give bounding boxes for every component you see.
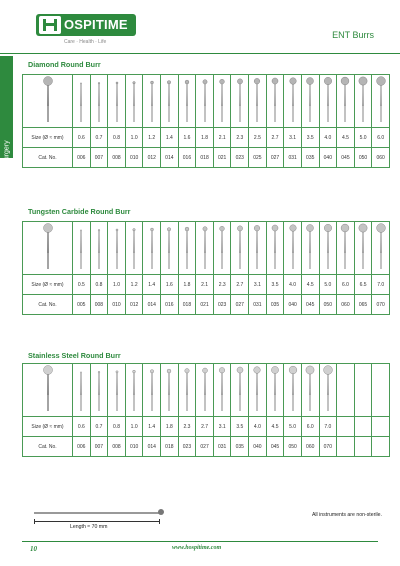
carbide-burr-icon <box>112 223 122 273</box>
diamond-burr-icon <box>129 76 139 126</box>
burr-image-cell <box>125 222 143 275</box>
burr-image-cell <box>284 222 302 275</box>
burr-image-cell <box>143 75 161 128</box>
size-cell: 2.3 <box>213 275 231 295</box>
size-cell <box>337 417 355 437</box>
cat-no-row <box>23 148 390 168</box>
cat-no-cell: 012 <box>143 148 161 168</box>
carbide-burr-icon <box>323 223 333 273</box>
burr-image-cell <box>90 75 108 128</box>
size-cell: 2.7 <box>231 275 249 295</box>
cat-no-cell: 070 <box>372 295 390 315</box>
burr-image-cell <box>231 75 249 128</box>
burr-image-cell <box>90 364 108 417</box>
burr-image-cell <box>337 222 355 275</box>
burr-image-cell <box>266 75 284 128</box>
burr-image-cell <box>108 364 126 417</box>
size-row <box>23 417 390 437</box>
steel-burr-icon <box>270 365 280 415</box>
burr-length-head <box>158 509 164 515</box>
diamond-burr-icon <box>147 76 157 126</box>
cat-no-cell: 031 <box>213 437 231 457</box>
cat-no-cell: 040 <box>249 437 267 457</box>
cat-no-cell: 008 <box>108 148 126 168</box>
diamond-burr-icon <box>217 76 227 126</box>
size-cell: 5.0 <box>319 275 337 295</box>
size-cell: 3.1 <box>284 128 302 148</box>
carbide-burr-icon <box>164 223 174 273</box>
carbide-burr-icon <box>340 223 350 273</box>
cat-no-cell: 045 <box>337 148 355 168</box>
burr-closeup-cell <box>23 222 73 275</box>
diamond-burr-icon <box>164 76 174 126</box>
size-label-cell: Size (Ø ≈ mm) <box>23 417 73 437</box>
burr-image-cell <box>73 75 91 128</box>
carbide-burr-icon <box>129 223 139 273</box>
cat-no-cell: 021 <box>213 148 231 168</box>
section-side-tab <box>0 56 13 181</box>
section-title-diamond: Diamond Round Burr <box>28 60 101 69</box>
size-cell: 6.0 <box>337 275 355 295</box>
cat-no-cell: 025 <box>249 148 267 168</box>
burr-image-cell <box>73 364 91 417</box>
diamond-burr-table <box>22 74 390 168</box>
cat-no-cell: 031 <box>284 148 302 168</box>
cat-no-cell: 027 <box>266 148 284 168</box>
steel-burr-table <box>22 363 390 457</box>
burr-image-cell <box>284 364 302 417</box>
cat-no-row <box>23 437 390 457</box>
steel-burr-icon <box>129 365 139 415</box>
burr-image-cell <box>231 222 249 275</box>
burr-image-cell <box>213 222 231 275</box>
cat-no-cell: 040 <box>319 148 337 168</box>
cat-no-row <box>23 295 390 315</box>
burr-image-cell <box>319 364 337 417</box>
steel-burr-icon <box>200 365 210 415</box>
steel-burr-icon <box>252 365 262 415</box>
brand-logo <box>36 14 136 50</box>
cat-no-cell: 070 <box>319 437 337 457</box>
cat-no-cell: 045 <box>301 295 319 315</box>
burr-image-cell <box>266 364 284 417</box>
steel-burr-icon <box>76 365 86 415</box>
size-cell: 0.8 <box>108 417 126 437</box>
size-label-cell: Size (Ø ≈ mm) <box>23 275 73 295</box>
burr-image-cell <box>301 364 319 417</box>
burr-image-cell <box>301 222 319 275</box>
size-cell: 1.2 <box>143 128 161 148</box>
cat-no-cell: 014 <box>161 148 179 168</box>
size-cell: 0.5 <box>73 275 91 295</box>
cat-no-cell: 023 <box>178 437 196 457</box>
burr-image-cell <box>143 222 161 275</box>
burr-image-cell <box>125 75 143 128</box>
size-cell: 4.5 <box>337 128 355 148</box>
burr-image-cell <box>178 75 196 128</box>
cat-no-cell: 008 <box>90 295 108 315</box>
size-cell: 0.7 <box>90 128 108 148</box>
cat-no-cell <box>372 437 390 457</box>
size-cell: 4.0 <box>284 275 302 295</box>
cat-no-cell: 045 <box>266 437 284 457</box>
cat-no-cell: 027 <box>196 437 214 457</box>
carbide-burr-icon <box>235 223 245 273</box>
burr-image-cell <box>161 75 179 128</box>
burr-image-cell <box>337 75 355 128</box>
diamond-burr-icon <box>200 76 210 126</box>
size-cell: 0.8 <box>108 128 126 148</box>
size-cell: 1.6 <box>161 275 179 295</box>
cross-h-icon <box>39 16 61 34</box>
burr-image-cell <box>196 222 214 275</box>
diamond-burr-icon <box>358 76 368 126</box>
diamond-burr-icon <box>340 76 350 126</box>
burr-image-cell <box>372 222 390 275</box>
size-cell: 2.3 <box>178 417 196 437</box>
page-title: ENT Burrs <box>332 30 374 40</box>
cat-no-cell: 035 <box>266 295 284 315</box>
diamond-burr-icon <box>43 76 53 126</box>
cat-no-cell: 035 <box>231 437 249 457</box>
diamond-burr-icon <box>376 76 386 126</box>
cat-no-label-cell: Cat. No. <box>23 295 73 315</box>
burr-image-cell <box>354 75 372 128</box>
diamond-burr-icon <box>235 76 245 126</box>
cat-no-cell: 012 <box>125 295 143 315</box>
cat-no-cell: 021 <box>196 295 214 315</box>
burr-image-cell <box>249 364 267 417</box>
size-cell: 2.1 <box>213 128 231 148</box>
size-cell: 6.0 <box>301 417 319 437</box>
size-cell: 3.1 <box>249 275 267 295</box>
burr-image-cell <box>354 222 372 275</box>
size-cell <box>354 417 372 437</box>
steel-burr-icon <box>288 365 298 415</box>
steel-burr-icon <box>112 365 122 415</box>
size-cell: 1.4 <box>161 128 179 148</box>
cat-no-cell: 008 <box>108 437 126 457</box>
size-cell: 3.5 <box>266 275 284 295</box>
size-cell: 4.5 <box>301 275 319 295</box>
carbide-burr-icon <box>270 223 280 273</box>
size-cell <box>372 417 390 437</box>
burr-image-cell <box>372 75 390 128</box>
size-cell: 5.0 <box>284 417 302 437</box>
burr-image-cell <box>143 364 161 417</box>
size-cell: 1.8 <box>161 417 179 437</box>
size-cell: 1.6 <box>178 128 196 148</box>
burr-image-cell <box>301 75 319 128</box>
size-cell: 6.0 <box>372 128 390 148</box>
page-number: 10 <box>30 545 37 553</box>
burr-image-cell <box>266 222 284 275</box>
burr-image-cell <box>213 75 231 128</box>
diamond-burr-icon <box>270 76 280 126</box>
cat-no-cell: 007 <box>90 437 108 457</box>
burr-image-cell <box>178 364 196 417</box>
size-cell: 4.0 <box>319 128 337 148</box>
carbide-burr-icon <box>358 223 368 273</box>
brand-tagline: Care · Health · Life <box>64 39 107 45</box>
cat-no-cell: 018 <box>161 437 179 457</box>
diamond-burr-icon <box>305 76 315 126</box>
burr-image-cell <box>284 75 302 128</box>
cat-no-cell: 018 <box>196 148 214 168</box>
diamond-burr-icon <box>94 76 104 126</box>
burr-image-cell <box>108 222 126 275</box>
size-cell: 5.0 <box>354 128 372 148</box>
size-cell: 0.6 <box>73 417 91 437</box>
steel-burr-icon <box>147 365 157 415</box>
steel-burr-icon <box>235 365 245 415</box>
website-link: www.hospitime.com <box>172 545 222 551</box>
size-cell: 7.0 <box>372 275 390 295</box>
carbide-burr-icon <box>217 223 227 273</box>
size-cell: 2.5 <box>249 128 267 148</box>
cat-no-cell: 027 <box>231 295 249 315</box>
tungsten-burr-table <box>22 221 390 315</box>
cat-no-cell <box>337 437 355 457</box>
cat-no-cell: 060 <box>301 437 319 457</box>
cat-no-cell: 018 <box>178 295 196 315</box>
carbide-burr-icon <box>376 223 386 273</box>
diamond-burr-icon <box>112 76 122 126</box>
burr-closeup-cell <box>23 75 73 128</box>
cat-no-cell: 007 <box>90 148 108 168</box>
cat-no-cell: 050 <box>319 295 337 315</box>
cat-no-cell: 023 <box>213 295 231 315</box>
cat-no-cell: 006 <box>73 148 91 168</box>
diamond-burr-icon <box>323 76 333 126</box>
cat-no-cell: 010 <box>125 437 143 457</box>
burr-image-cell <box>108 75 126 128</box>
burr-image-cell <box>319 222 337 275</box>
diamond-burr-icon <box>288 76 298 126</box>
cat-no-cell: 016 <box>178 148 196 168</box>
burr-image-cell <box>90 222 108 275</box>
burr-image-cell <box>354 364 372 417</box>
steel-burr-icon <box>305 365 315 415</box>
cat-no-label-cell: Cat. No. <box>23 148 73 168</box>
sterility-note: All instruments are non-sterile. <box>311 512 382 518</box>
burr-image-cell <box>196 364 214 417</box>
size-cell: 1.0 <box>108 275 126 295</box>
burr-length-shaft <box>34 512 160 514</box>
carbide-burr-icon <box>252 223 262 273</box>
cat-no-cell: 031 <box>249 295 267 315</box>
steel-burr-icon <box>217 365 227 415</box>
steel-burr-icon <box>94 365 104 415</box>
size-cell: 7.0 <box>319 417 337 437</box>
burr-image-row <box>23 75 390 128</box>
cat-no-cell <box>354 437 372 457</box>
cat-no-cell: 014 <box>143 295 161 315</box>
cat-no-cell: 010 <box>125 148 143 168</box>
size-cell: 0.8 <box>90 275 108 295</box>
steel-burr-icon <box>323 365 333 415</box>
burr-image-row <box>23 222 390 275</box>
size-cell: 4.5 <box>266 417 284 437</box>
burr-image-cell <box>337 364 355 417</box>
burr-image-cell <box>249 75 267 128</box>
size-cell: 0.6 <box>73 128 91 148</box>
cat-no-cell: 023 <box>231 148 249 168</box>
carbide-burr-icon <box>94 223 104 273</box>
carbide-burr-icon <box>43 223 53 273</box>
carbide-burr-icon <box>76 223 86 273</box>
size-cell: 1.4 <box>143 275 161 295</box>
size-cell: 2.7 <box>266 128 284 148</box>
cat-no-cell: 060 <box>372 148 390 168</box>
diamond-burr-icon <box>252 76 262 126</box>
size-cell: 2.1 <box>196 275 214 295</box>
length-label: Length ≈ 70 mm <box>70 524 108 530</box>
cat-no-cell: 016 <box>161 295 179 315</box>
burr-image-cell <box>372 364 390 417</box>
size-cell: 3.5 <box>231 417 249 437</box>
size-cell: 1.0 <box>125 128 143 148</box>
cat-no-cell: 050 <box>284 437 302 457</box>
logo-badge <box>36 14 136 36</box>
size-row <box>23 275 390 295</box>
burr-image-cell <box>161 222 179 275</box>
cat-no-cell: 050 <box>354 148 372 168</box>
cat-no-cell: 005 <box>73 295 91 315</box>
burr-image-cell <box>213 364 231 417</box>
burr-image-cell <box>196 75 214 128</box>
burr-image-cell <box>73 222 91 275</box>
brand-name: OSPITIME <box>64 17 128 32</box>
carbide-burr-icon <box>288 223 298 273</box>
diamond-burr-icon <box>76 76 86 126</box>
size-cell: 3.1 <box>213 417 231 437</box>
burr-image-cell <box>161 364 179 417</box>
burr-image-cell <box>125 364 143 417</box>
side-tab-label: ENT Surgery <box>3 140 11 181</box>
size-cell: 2.3 <box>231 128 249 148</box>
burr-image-cell <box>319 75 337 128</box>
section-title-steel: Stainless Steel Round Burr <box>28 351 121 360</box>
size-cell: 3.5 <box>301 128 319 148</box>
cat-no-cell: 035 <box>301 148 319 168</box>
steel-burr-icon <box>43 365 53 415</box>
burr-closeup-cell <box>23 364 73 417</box>
size-cell: 4.0 <box>249 417 267 437</box>
steel-burr-icon <box>182 365 192 415</box>
size-row <box>23 128 390 148</box>
burr-image-row <box>23 364 390 417</box>
size-label-cell: Size (Ø ≈ mm) <box>23 128 73 148</box>
carbide-burr-icon <box>147 223 157 273</box>
length-dimension-line <box>34 521 160 522</box>
carbide-burr-icon <box>305 223 315 273</box>
cat-no-label-cell: Cat. No. <box>23 437 73 457</box>
section-title-tungsten: Tungsten Carbide Round Burr <box>28 207 131 216</box>
header-divider <box>0 53 400 54</box>
size-cell: 1.2 <box>125 275 143 295</box>
footer-divider <box>22 541 378 542</box>
cat-no-cell: 065 <box>354 295 372 315</box>
diamond-burr-icon <box>182 76 192 126</box>
cat-no-cell: 006 <box>73 437 91 457</box>
cat-no-cell: 010 <box>108 295 126 315</box>
carbide-burr-icon <box>182 223 192 273</box>
size-cell: 6.5 <box>354 275 372 295</box>
size-cell: 2.7 <box>196 417 214 437</box>
carbide-burr-icon <box>200 223 210 273</box>
size-cell: 1.4 <box>143 417 161 437</box>
size-cell: 1.8 <box>178 275 196 295</box>
cat-no-cell: 060 <box>337 295 355 315</box>
cat-no-cell: 014 <box>143 437 161 457</box>
burr-image-cell <box>178 222 196 275</box>
steel-burr-icon <box>164 365 174 415</box>
size-cell: 0.7 <box>90 417 108 437</box>
size-cell: 1.8 <box>196 128 214 148</box>
size-cell: 1.0 <box>125 417 143 437</box>
burr-image-cell <box>231 364 249 417</box>
cat-no-cell: 040 <box>284 295 302 315</box>
burr-image-cell <box>249 222 267 275</box>
